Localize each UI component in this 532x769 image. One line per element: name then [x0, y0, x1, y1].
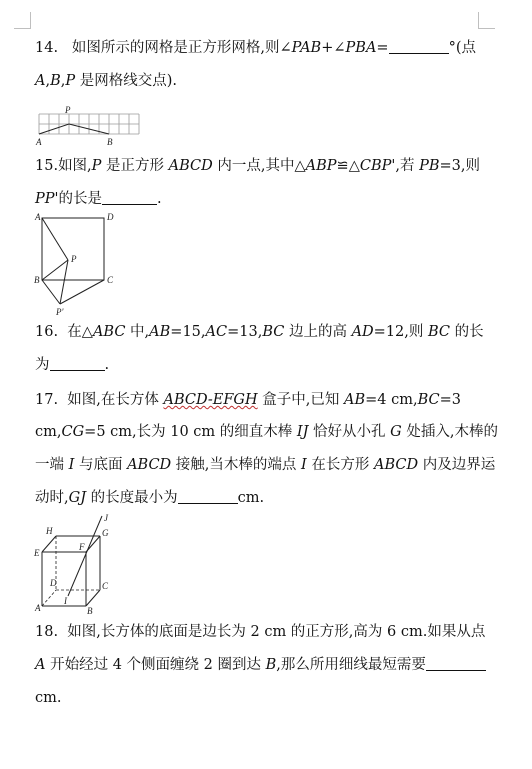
- q17-number: 17.: [35, 392, 59, 408]
- label-a: A: [35, 212, 41, 222]
- q17-line3: 一端 I 与底面 ABCD 接触,当木棒的端点 I 在长方形 ABCD 内及边界运: [35, 457, 496, 473]
- label-c: C: [107, 275, 114, 285]
- label-b: B: [34, 275, 40, 285]
- q16-number: 16.: [35, 324, 59, 340]
- answer-blank[interactable]: [102, 190, 157, 205]
- answer-blank[interactable]: [178, 489, 238, 504]
- label-e: E: [34, 548, 40, 558]
- q18-number: 18.: [35, 624, 59, 640]
- label-p-prime: P': [56, 307, 64, 317]
- q17-box-figure: [32, 512, 122, 616]
- label-b: B: [107, 137, 113, 147]
- q14-grid-figure: [34, 104, 144, 148]
- q17-line4: 动时,GJ 的长度最小为 cm.: [35, 490, 265, 506]
- q15-line1: 15.如图,P 是正方形 ABCD 内一点,其中△ABP≌△CBP',若 PB=3,则: [35, 158, 480, 174]
- crop-mark-top-left: [14, 12, 31, 29]
- label-j: J: [104, 513, 108, 523]
- label-d: D: [50, 578, 57, 588]
- label-i: I: [64, 596, 67, 606]
- label-a: A: [36, 137, 42, 147]
- q15-square-figure: [32, 210, 122, 318]
- q14-number: 14.: [35, 40, 59, 56]
- q17-line1: 17. 如图,在长方体 ABCD-EFGH 盒子中,已知 AB=4 cm,BC=3: [35, 392, 462, 408]
- q16-line1: 16. 在△ABC 中,AB=15,AC=13,BC 边上的高 AD=12,则 BC 的长: [35, 324, 484, 340]
- label-c: C: [102, 581, 109, 591]
- q14-line1: 14. 如图所示的网格是正方形网格,则∠PAB+∠PBA= °(点: [35, 40, 476, 56]
- q15-number: 15.: [35, 158, 59, 174]
- q16-line2: 为 .: [35, 357, 110, 373]
- crop-mark-top-right: [478, 12, 495, 29]
- answer-blank[interactable]: [389, 39, 449, 54]
- label-p: P: [71, 254, 77, 264]
- label-f: F: [79, 542, 85, 552]
- label-g: G: [102, 528, 109, 538]
- q18-line2: A 开始经过 4 个侧面缠绕 2 圈到达 B,那么所用细线最短需要: [35, 655, 486, 675]
- q17-line2: cm,CG=5 cm,长为 10 cm 的细直木棒 IJ 恰好从小孔 G 处插入,木棒的: [35, 424, 498, 440]
- label-a: A: [35, 603, 41, 613]
- answer-blank[interactable]: [426, 656, 486, 671]
- q14-line2: A,B,P 是网格线交点).: [35, 73, 177, 89]
- label-d: D: [107, 212, 114, 222]
- answer-blank[interactable]: [50, 356, 105, 371]
- label-p: P: [65, 105, 71, 115]
- label-b: B: [87, 606, 93, 616]
- q18-line3: cm.: [35, 690, 62, 706]
- label-h: H: [46, 526, 53, 536]
- q15-line2: PP'的长是 .: [35, 191, 162, 207]
- q18-line1: 18. 如图,长方体的底面是边长为 2 cm 的正方形,高为 6 cm.如果从点: [35, 624, 486, 640]
